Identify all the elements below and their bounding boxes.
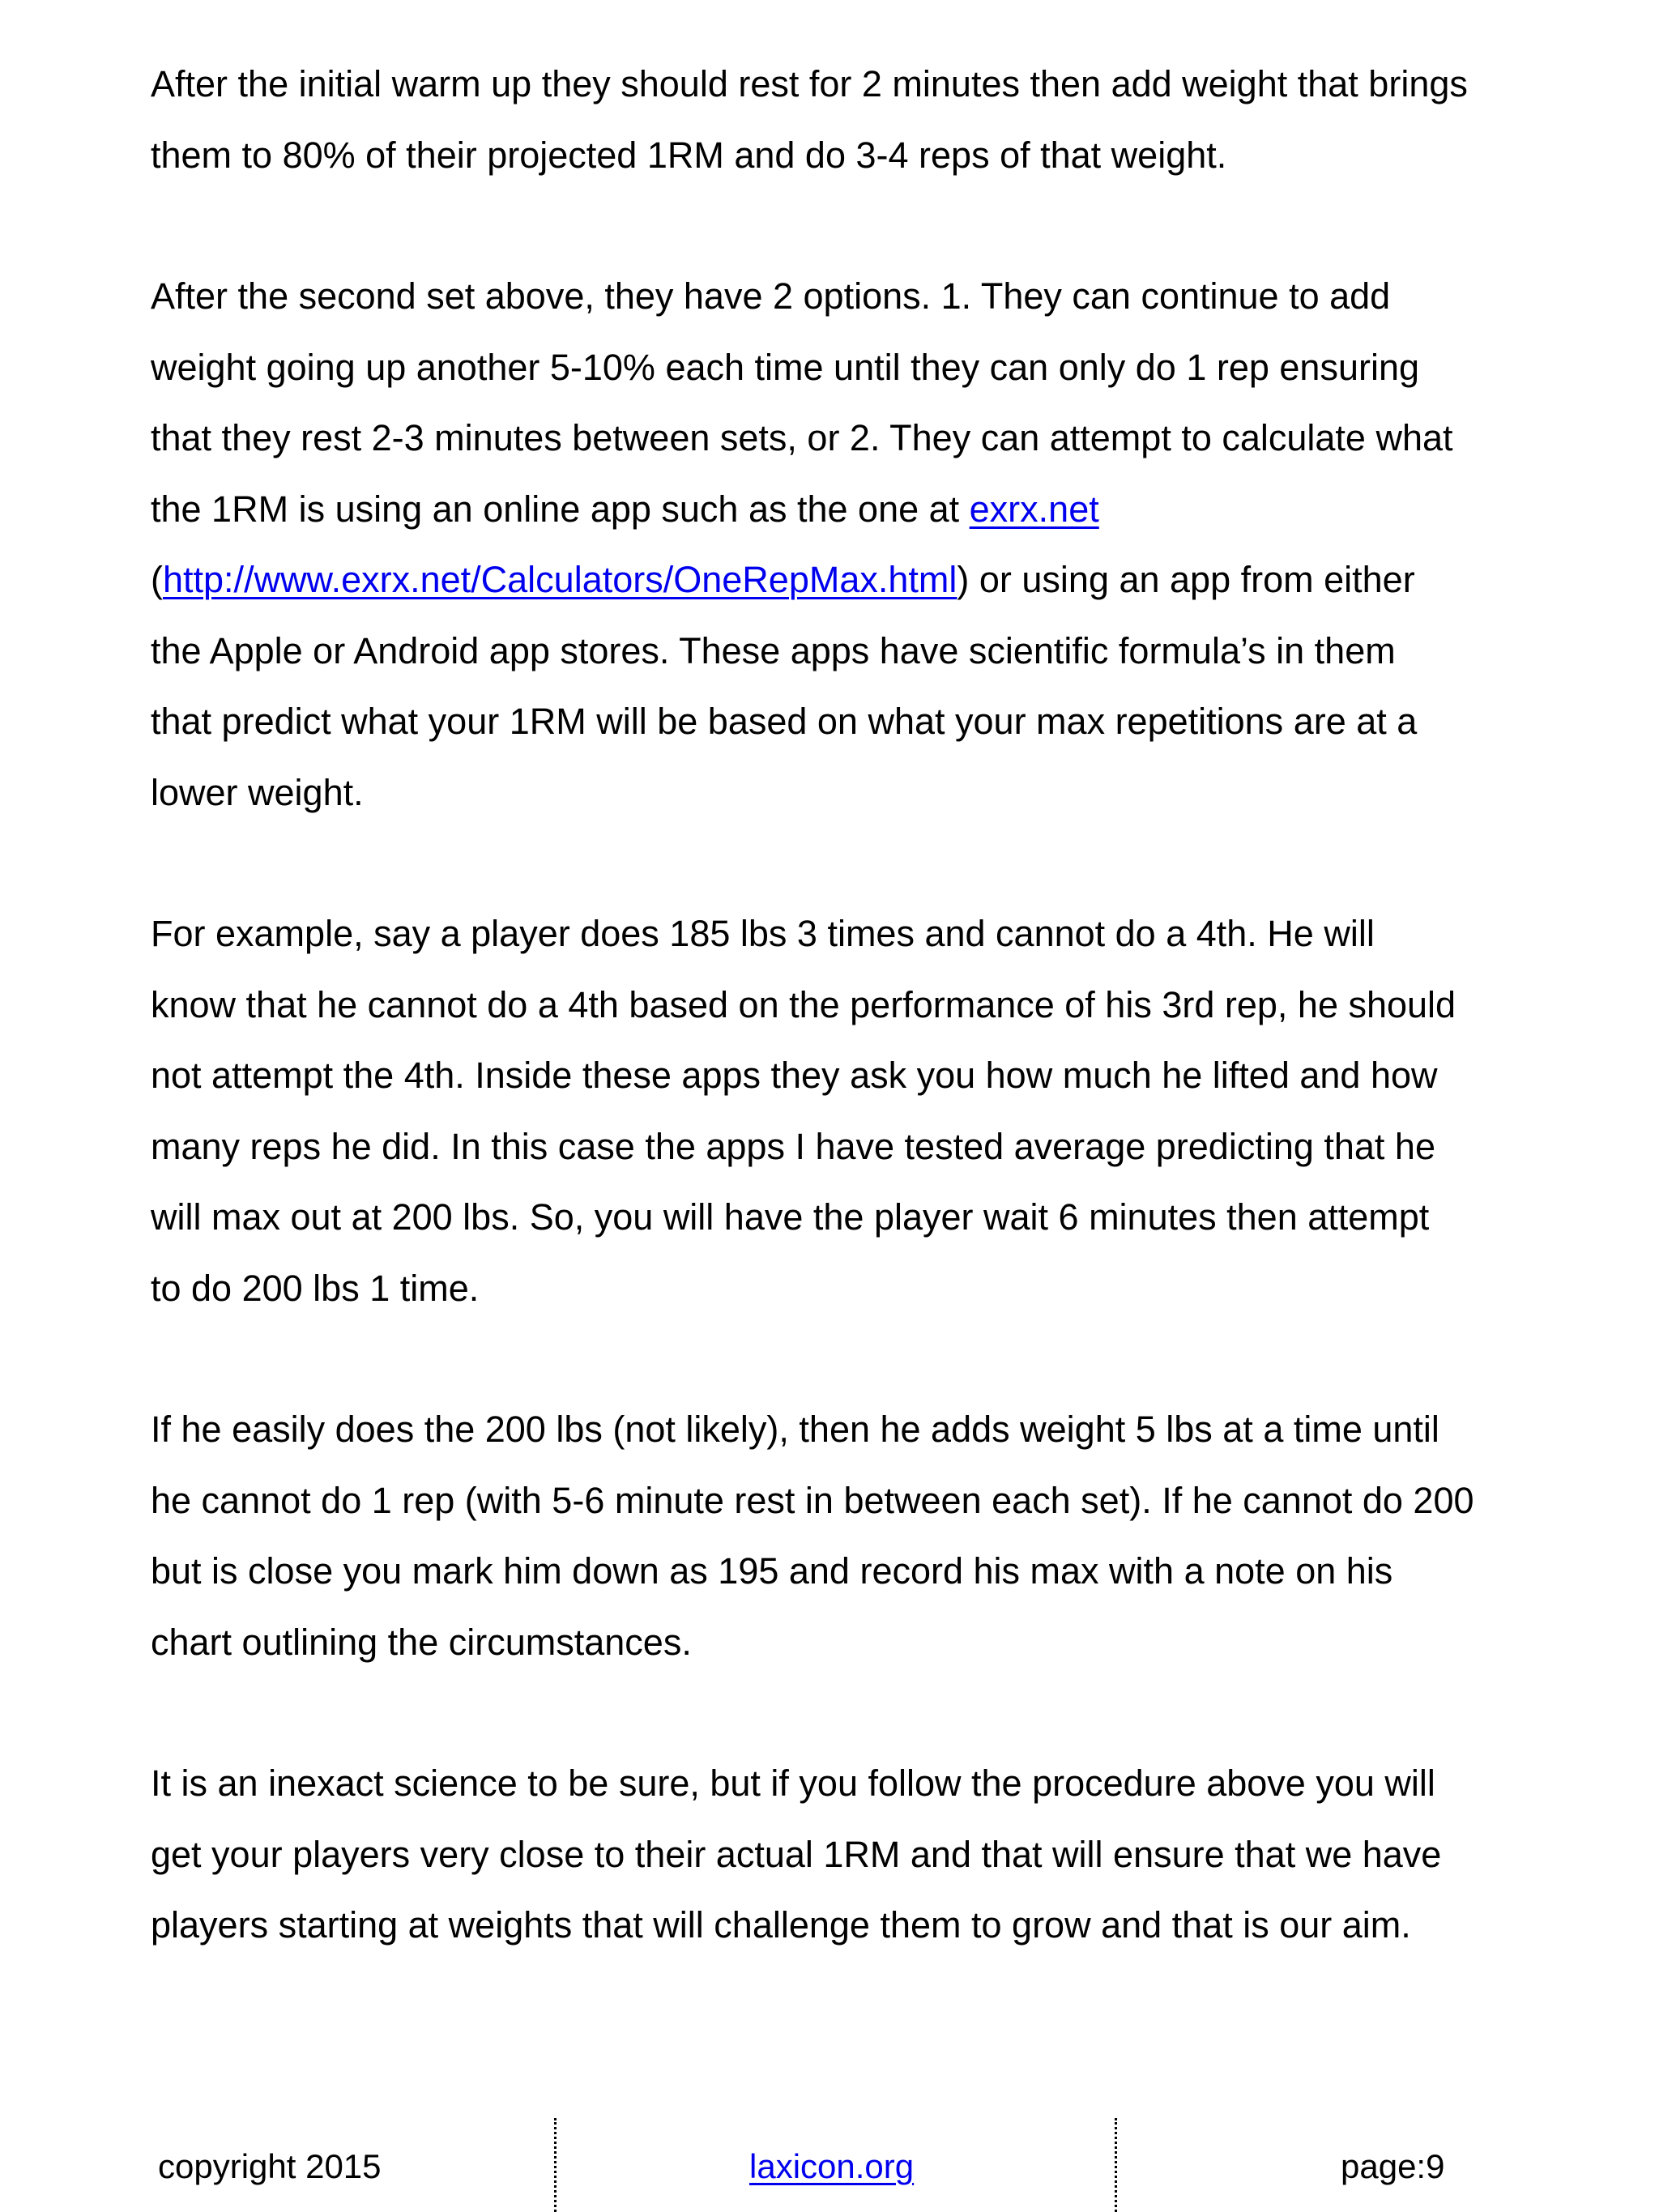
text-segment: (: [151, 559, 163, 600]
text-segment: the 1RM is using an online app such as the one at: [151, 488, 970, 530]
paragraph-1: [151, 49, 1609, 190]
text-line: weight going up another 5-10% each time until they can only do 1 rep ensuring: [151, 346, 1420, 388]
text-line: to do 200 lbs 1 time.: [151, 1267, 480, 1309]
text-line: get your players very close to their actual 1RM and that will ensure that we have: [151, 1833, 1442, 1875]
text-segment: ) or using an app from either: [957, 559, 1415, 600]
text-line: After the initial warm up they should rest for 2 minutes then add weight that brings: [151, 63, 1468, 104]
text-line: he cannot do 1 rep (with 5-6 minute rest in between each set). If he cannot do 200: [151, 1479, 1474, 1521]
text-line: lower weight.: [151, 771, 364, 813]
text-line: that they rest 2-3 minutes between sets, or 2. They can attempt to calculate what: [151, 417, 1453, 458]
text-line: the Apple or Android app stores. These apps have scientific formula’s in them: [151, 629, 1396, 671]
calculator-url-link[interactable]: http://www.exrx.net/Calculators/OneRepMax.html: [163, 559, 957, 600]
text-line: know that he cannot do a 4th based on the performance of his 3rd rep, he should: [151, 983, 1456, 1025]
paragraph-4: [151, 1394, 1609, 1677]
text-line: chart outlining the circumstances.: [151, 1621, 692, 1663]
page-number: page:9: [1341, 2147, 1445, 2185]
site-link[interactable]: laxicon.org: [749, 2147, 915, 2185]
text-line: will max out at 200 lbs. So, you will have the player wait 6 minutes then attempt: [151, 1196, 1430, 1238]
text-line-with-link: [151, 474, 1609, 545]
text-line: but is close you mark him down as 195 and record his max with a note on his: [151, 1550, 1393, 1592]
text-line: If he easily does the 200 lbs (not likely), then he adds weight 5 lbs at a time until: [151, 1409, 1439, 1450]
paragraph-3: [151, 898, 1609, 1323]
footer-divider: [554, 2118, 557, 2212]
text-line: It is an inexact science to be sure, but if you follow the procedure above you will: [151, 1762, 1435, 1804]
paragraph-5: [151, 1748, 1609, 1961]
paragraph-2: [151, 261, 1609, 828]
document-body: [151, 49, 1609, 2031]
text-line: After the second set above, they have 2 options. 1. They can continue to add: [151, 275, 1391, 317]
copyright-text: copyright 2015: [158, 2147, 382, 2185]
text-line: For example, say a player does 185 lbs 3 times and cannot do a 4th. He will: [151, 913, 1375, 954]
text-line: that predict what your 1RM will be based on what your max repetitions are at a: [151, 701, 1418, 742]
footer-divider: [1115, 2118, 1117, 2212]
text-line: players starting at weights that will challenge them to grow and that is our aim.: [151, 1904, 1411, 1946]
text-line: not attempt the 4th. Inside these apps they ask you how much he lifted and how: [151, 1055, 1438, 1096]
page-footer: [0, 2118, 1659, 2212]
text-line-with-link: [151, 544, 1609, 616]
exrx-link[interactable]: exrx.net: [969, 488, 1099, 530]
text-line: them to 80% of their projected 1RM and do 3-4 reps of that weight.: [151, 134, 1227, 176]
text-line: many reps he did. In this case the apps I have tested average predicting that he: [151, 1125, 1435, 1167]
